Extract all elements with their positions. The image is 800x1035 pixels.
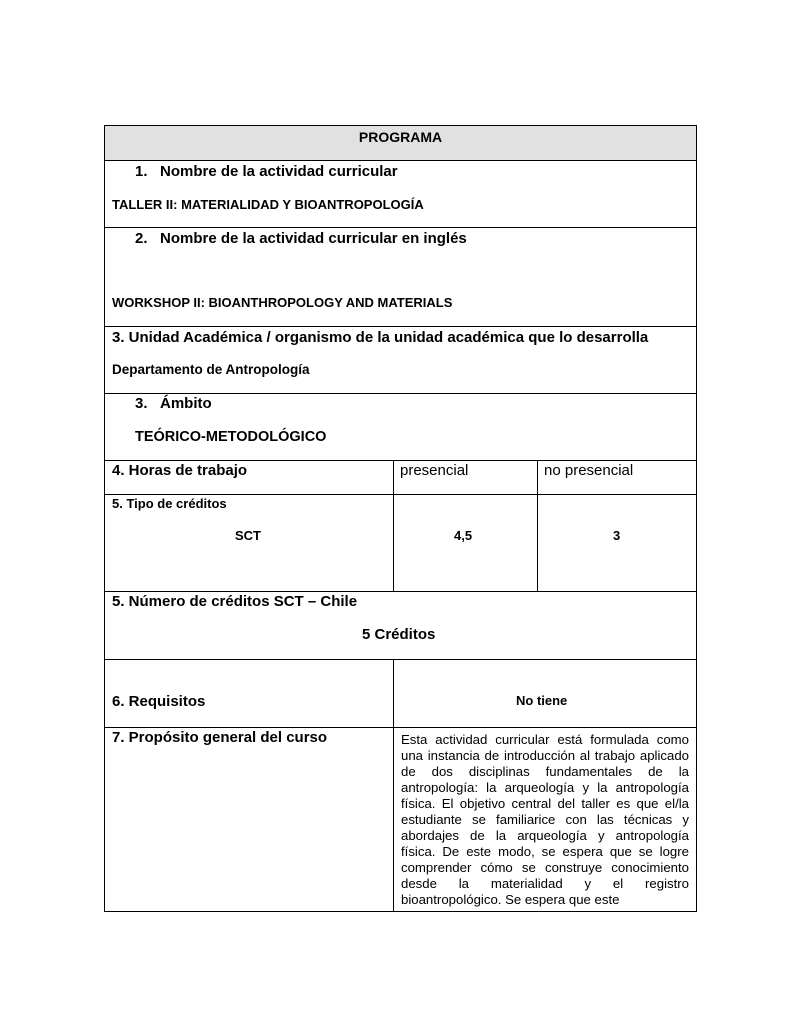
no-presencial-credit-cell <box>538 495 697 592</box>
section-academic-unit <box>105 327 697 394</box>
section-activity-name <box>105 161 697 228</box>
section-5-heading: 5. Tipo de créditos <box>112 496 227 511</box>
requirements-value: No tiene <box>516 693 568 708</box>
academic-unit-value-text: Departamento de Antropología <box>112 362 310 377</box>
requirements-label-cell <box>105 660 394 728</box>
activity-name-english-value: WORKSHOP II: BIOANTHROPOLOGY AND MATERIALS <box>112 295 453 310</box>
program-title: PROGRAMA <box>358 129 443 145</box>
presencial-header-cell <box>394 461 538 495</box>
purpose-text-cell <box>394 728 697 912</box>
program-header <box>105 126 697 161</box>
activity-name-value: TALLER II: MATERIALIDAD Y BIOANTROPOLOGÍA <box>112 197 424 212</box>
scope-value: TEÓRICO-METODOLÓGICO <box>135 429 327 445</box>
requirements-value-cell <box>394 660 697 728</box>
section-1-number: 1. <box>135 163 148 180</box>
section-activity-name-english <box>105 228 697 327</box>
no-presencial-header-cell <box>538 461 697 495</box>
presencial-credit-value: 4,5 <box>454 528 473 543</box>
section-6-heading: 6. Requisitos <box>112 693 206 710</box>
presencial-credit-cell <box>394 495 538 592</box>
section-scope-number: 3. <box>135 395 148 412</box>
purpose-label-cell <box>105 728 394 912</box>
academic-unit-value <box>112 362 310 377</box>
credit-type-value: SCT <box>235 528 261 543</box>
section-5b-heading: 5. Número de créditos SCT – Chile <box>112 593 358 610</box>
no-presencial-label: no presencial <box>544 462 634 479</box>
credit-type-cell <box>105 495 394 592</box>
section-scope-heading: Ámbito <box>160 395 212 412</box>
section-2-heading: Nombre de la actividad curricular en inglés <box>160 230 467 247</box>
section-1-heading: Nombre de la actividad curricular <box>160 163 398 180</box>
section-3-heading: 3. Unidad Académica / organismo de la unidad académica que lo desarrolla <box>112 329 649 346</box>
no-presencial-credit-value: 3 <box>613 528 621 543</box>
section-7-heading: 7. Propósito general del curso <box>112 729 328 746</box>
program-table <box>104 125 697 912</box>
work-hours-label-cell <box>105 461 394 495</box>
section-4-heading: 4. Horas de trabajo <box>112 462 248 479</box>
section-scope <box>105 394 697 461</box>
section-credit-number <box>105 592 697 660</box>
section-2-number: 2. <box>135 230 148 247</box>
presencial-label: presencial <box>400 462 469 479</box>
purpose-text: Esta actividad curricular está formulada como una instancia de introducción al trabajo aplicado de dos disciplinas fundamentales de la antropología: la arqueología y la antropología física. El objetivo central del taller es que el/la estudiante se familiarice con las técnicas y abordajes de la arqueología y antropología física. De este modo, se espera que se logre comprender cómo se construye conocimiento desde la materialidad y el registro bioantropológico. Se espera que este <box>401 732 689 907</box>
credit-number-value: 5 Créditos <box>362 626 436 643</box>
